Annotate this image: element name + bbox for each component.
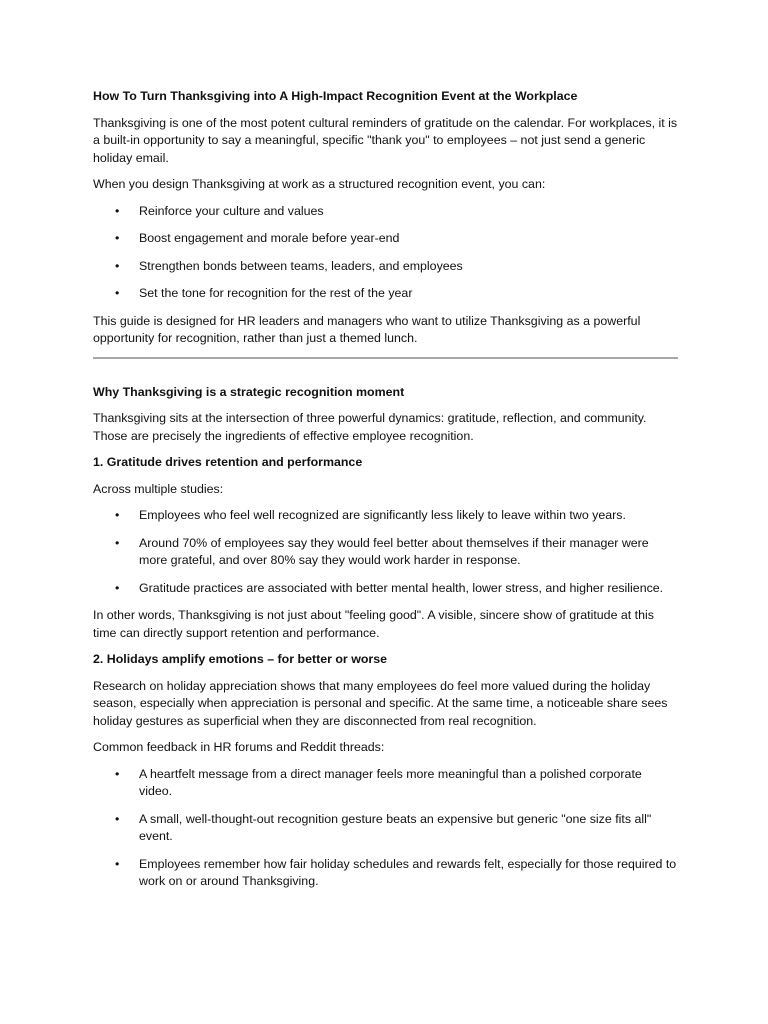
design-bullet-list — [93, 203, 678, 303]
list-item: • A heartfelt message from a direct manager feels more meaningful than a polished corporate video. — [93, 766, 678, 801]
horizontal-divider — [93, 357, 678, 359]
document-page — [93, 88, 678, 901]
subsection-heading-holidays: 2. Holidays amplify emotions – for better or worse — [93, 652, 388, 666]
studies-lead-paragraph: Across multiple studies: — [93, 481, 224, 496]
list-item: • Employees who feel well recognized are significantly less likely to leave within two years. — [93, 507, 678, 525]
holidays-paragraph: Research on holiday appreciation shows that many employees do feel more valued during the holiday season, especially when appreciation is personal and specific. At the same time, a noticeable share sees holiday gestures as superficial when they are disconnected from real recognition. — [93, 678, 668, 728]
list-item: • Gratitude practices are associated with better mental health, lower stress, and higher resilience. — [93, 580, 678, 598]
document-title: How To Turn Thanksgiving into A High-Impact Recognition Event at the Workplace — [93, 89, 578, 103]
section-heading: Why Thanksgiving is a strategic recognition moment — [93, 384, 405, 399]
list-item: • A small, well-thought-out recognition gesture beats an expensive but generic "one size fits all" event. — [93, 811, 678, 846]
feedback-bullet-list — [93, 766, 678, 891]
intro-paragraph: Thanksgiving is one of the most potent cultural reminders of gratitude on the calendar. For workplaces, it is a built-in opportunity to say a meaningful, specific "thank you" to employees – not just send a generic holiday email. — [93, 115, 678, 165]
feedback-lead-paragraph: Common feedback in HR forums and Reddit threads: — [93, 740, 385, 754]
list-item: • Set the tone for recognition for the rest of the year — [93, 285, 678, 303]
studies-bullet-list — [93, 507, 678, 597]
guide-note-paragraph: This guide is designed for HR leaders and managers who want to utilize Thanksgiving as a powerful opportunity for recognition, rather than just a themed lunch. — [93, 313, 641, 345]
design-lead-paragraph: When you design Thanksgiving at work as a structured recognition event, you can: — [93, 177, 546, 191]
section-paragraph: Thanksgiving sits at the intersection of three powerful dynamics: gratitude, reflection, and community. Those are precisely the ingredients of effective employee recognition. — [93, 411, 647, 443]
subsection-heading-gratitude: 1. Gratitude drives retention and performance — [93, 455, 363, 469]
gratitude-closing-paragraph: In other words, Thanksgiving is not just about "feeling good". A visible, sincere show of gratitude at this time can directly support retention and performance. — [93, 608, 654, 640]
list-item: • Employees remember how fair holiday schedules and rewards felt, especially for those required to work on or around Thanksgiving. — [93, 856, 678, 891]
list-item: • Strengthen bonds between teams, leaders, and employees — [93, 258, 678, 276]
list-item: • Boost engagement and morale before year-end — [93, 230, 678, 248]
list-item: • Reinforce your culture and values — [93, 203, 678, 221]
list-item: • Around 70% of employees say they would feel better about themselves if their manager were more grateful, and over 80% say they would work harder in response. — [93, 535, 678, 570]
